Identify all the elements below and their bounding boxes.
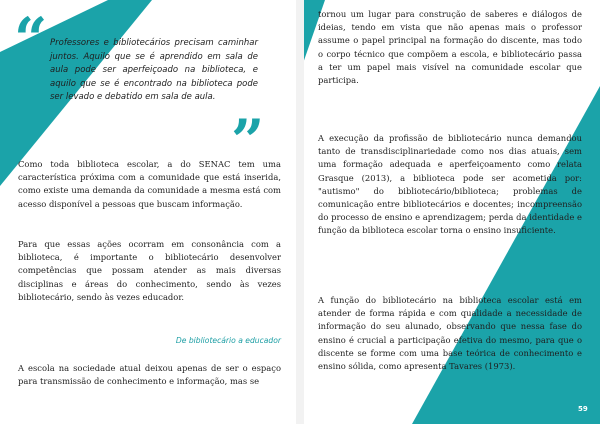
right-paragraph-3: A função do bibliotecário na biblioteca escolar está em atender de forma rápida e com qualidade a necessidade de informação do seu alunado, observando que nessa fase do ensino é crucial a participação efetiva do mesmo, para que o discente se forme com uma base teórica de conhecimento e ensino sólida, como apresenta Tavares (1973). xyxy=(318,295,582,372)
right-paragraph-2: A execução da profissão de bibliotecário nunca demandou tanto de transdisciplinariedade como nos dias atuais, sem uma formação adequada e aperfeiçoamento como relata Grasque (2013), a biblioteca pode ser acometida por: "autismo" do bibliotecário/biblioteca; problemas de comunicação entre bibliotecários e docentes; incompreensão do processo de ensino e aprendizagem; perda da identidade e função da biblioteca escolar torna o ensino insuficiente. xyxy=(318,133,582,236)
left-paragraph-2: Para que essas ações ocorram em consonância com a biblioteca, é importante o bibliotecário desenvolver competências que possam atender as mais diversas disciplinas e áreas do conhecimento, sendo às vezes bibliotecário, sendo às vezes educador. xyxy=(18,239,281,302)
left-paragraph-3: A escola na sociedade atual deixou apenas de ser o espaço para transmissão de conhecimento e informação, mas se xyxy=(18,363,281,387)
page-number: 59 xyxy=(578,405,588,413)
right-paragraph-1: tornou um lugar para construção de saberes e diálogos de ideias, tendo em vista que não apenas mais o professor assume o papel principal na formação do discente, mas todo o corpo técnico que compõem a escola, e bibliotecário passa a ter um papel mais visível na comunidade escolar que participa. xyxy=(318,9,582,86)
pull-quote: Professores e bibliotecários precisam caminhar juntos. Aquilo que se é aprendido em sala de aula pode ser aperfeiçoado na biblioteca, e aquilo que se é encontrado na biblioteca pode ser levado e debatido em sala de aula. xyxy=(50,38,258,103)
open-quote-icon: “ xyxy=(14,5,48,73)
close-quote-icon: ” xyxy=(231,107,265,175)
section-subheading: De bibliotecário a educador xyxy=(175,336,281,345)
right-page xyxy=(300,0,600,424)
left-paragraph-1: Como toda biblioteca escolar, a do SENAC tem uma característica próxima com a comunidade que está inserida, como existe uma demanda da comunidade a mesma está com acesso disponível a pessoas que buscam informação. xyxy=(18,159,281,209)
